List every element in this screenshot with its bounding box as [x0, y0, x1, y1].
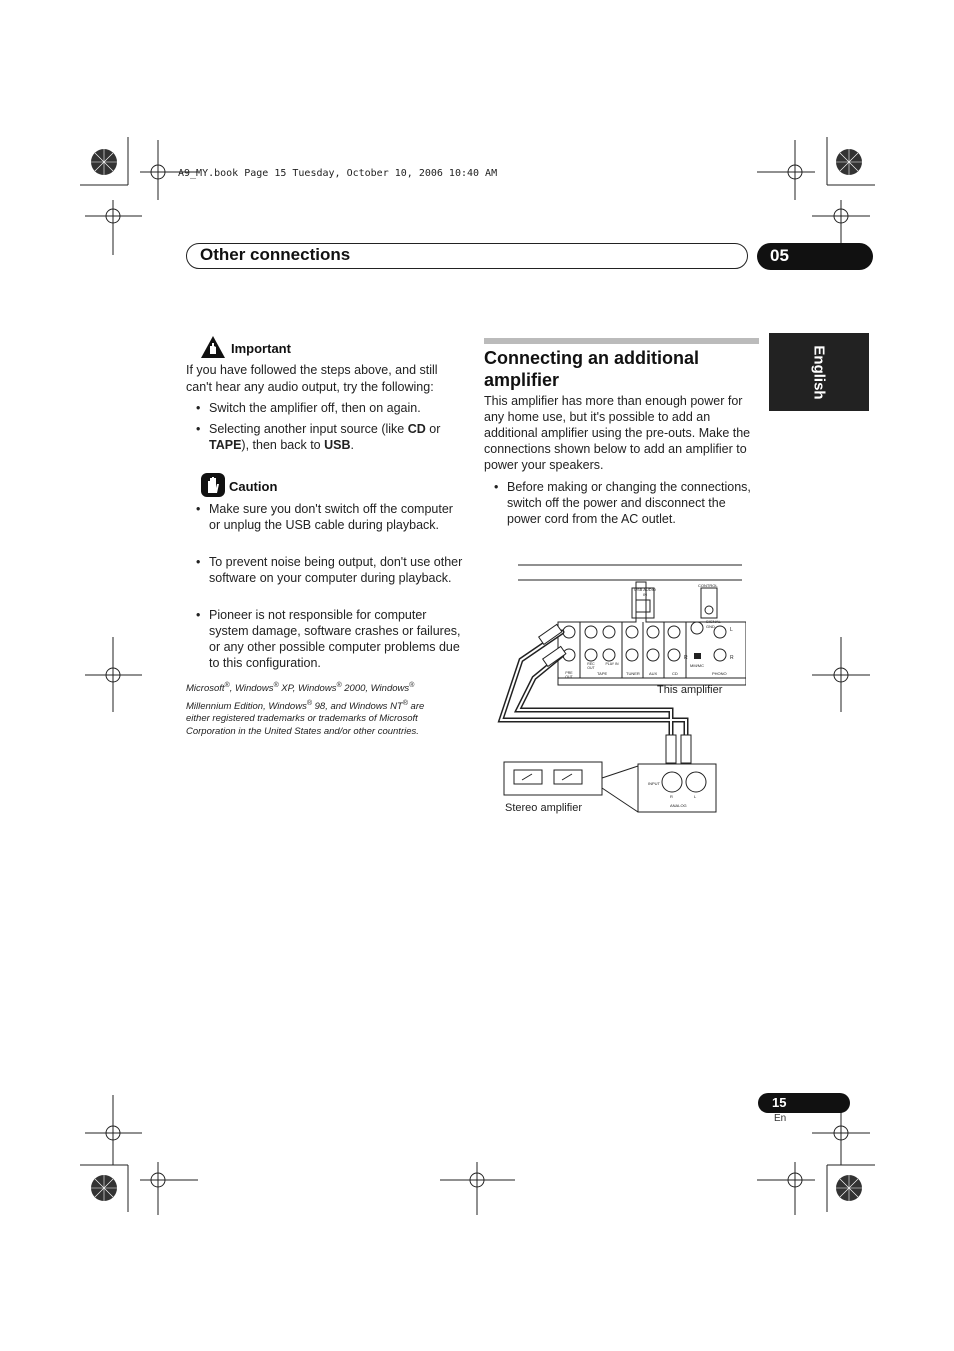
tm-t4: 2000, Windows [341, 683, 410, 695]
section-body: This amplifier has more than enough power for any home use, but it's possible to add an additional amplifier using the pre-outs. Make the connections shown below to add an amplifier to power your speakers. [484, 394, 751, 472]
panel-signal-gnd-label: SIGNAL GND [706, 619, 721, 629]
panel-usb-audio-in-label: USB AUDIO IN [634, 587, 656, 597]
tm-t1: Microsoft [186, 683, 225, 695]
panel-phono-label: PHONO [712, 671, 727, 676]
tm-reg-1: ® [224, 682, 230, 689]
stereo-r-label: R [670, 794, 673, 799]
language-tab-label-wrap [769, 333, 869, 411]
tm-t7: are [407, 701, 425, 713]
panel-r-label: R [730, 655, 734, 661]
page-number: 15 [772, 1095, 787, 1110]
panel-tape-label: TAPE [597, 671, 608, 676]
warning-icon [200, 335, 226, 359]
trademark-line-4: Corporation in the United States and/or other countries. [186, 726, 419, 737]
important-bullet-2 [209, 421, 464, 453]
stereo-analog-label: ANALOG [670, 803, 687, 808]
panel-cd-label: CD [672, 671, 678, 676]
caution-bullet-1: • Make sure you don't switch off the computer or unplug the USB cable during playback. [209, 501, 464, 533]
tm-reg-6: ® [402, 700, 408, 707]
caution-hand-icon [200, 472, 226, 498]
bullet2-part2: or [425, 422, 441, 436]
this-amplifier-caption: This amplifier [657, 684, 723, 696]
bullet2-part4: . [350, 438, 354, 452]
caution-bullet-2: • To prevent noise being output, don't use other software on your computer during playback. [209, 554, 464, 586]
tm-t5: Millennium Edition, Windows [186, 701, 307, 713]
tm-reg-3: ® [336, 682, 342, 689]
bullet2-part1: Selecting another input source (like [209, 422, 408, 436]
trademark-line-1 [186, 678, 466, 697]
tm-t6: 98, and Windows NT [312, 701, 403, 713]
tm-reg-4: ® [409, 682, 415, 689]
important-bullet-1: • Switch the amplifier off, then on again. [209, 400, 464, 416]
section-bullet: • Before making or changing the connections, switch off the power and disconnect the power cord from the AC outlet. [507, 479, 752, 527]
panel-control-label: CONTROL [698, 583, 718, 588]
panel-tuner-label: TUNER [626, 671, 640, 676]
language-tab-label: English [810, 344, 828, 400]
panel-l-label: L [730, 627, 733, 633]
bullet2-cd: CD [407, 422, 426, 436]
section-title: Connecting an additional amplifier [484, 348, 699, 390]
tm-reg-2: ® [273, 682, 279, 689]
bullet2-usb: USB [324, 438, 351, 452]
panel-rec-out-label: REC OUT [587, 662, 595, 670]
important-heading: Important [231, 341, 291, 356]
chapter-title: Other connections [200, 245, 351, 264]
stereo-input-label: INPUT [648, 781, 660, 786]
stereo-amplifier-caption: Stereo amplifier [505, 802, 583, 814]
bullet2-part3: ), then back to [241, 438, 325, 452]
panel-pre-out-label: PRE OUT [565, 671, 573, 679]
trademark-line-3: either registered trademarks or trademarks of Microsoft [186, 713, 418, 724]
book-info: A9_MY.book Page 15 Tuesday, October 10, 2006 10:40 AM [178, 168, 498, 179]
chapter-number: 05 [770, 246, 789, 265]
important-intro: If you have followed the steps above, and still can't hear any audio output, try the following: [186, 363, 438, 394]
panel-aux-label: AUX [649, 671, 658, 676]
panel-r-label-phono: R [684, 655, 688, 661]
panel-play-in-label: PLAY IN [605, 662, 619, 666]
tm-t2: , Windows [229, 683, 274, 695]
tm-t3: XP, Windows [278, 683, 337, 695]
page-language: En [774, 1113, 787, 1124]
bullet2-tape: TAPE [209, 438, 242, 452]
tm-reg-5: ® [306, 700, 312, 707]
section-rule [484, 338, 759, 344]
stereo-l-label: L [694, 794, 697, 799]
panel-mm-mc-label: MM/MC [690, 663, 704, 668]
caution-heading: Caution [229, 479, 278, 494]
caution-bullet-3: • Pioneer is not responsible for computer system damage, software crashes or failures, or any other possible computer problems due to this configuration. [209, 607, 464, 671]
